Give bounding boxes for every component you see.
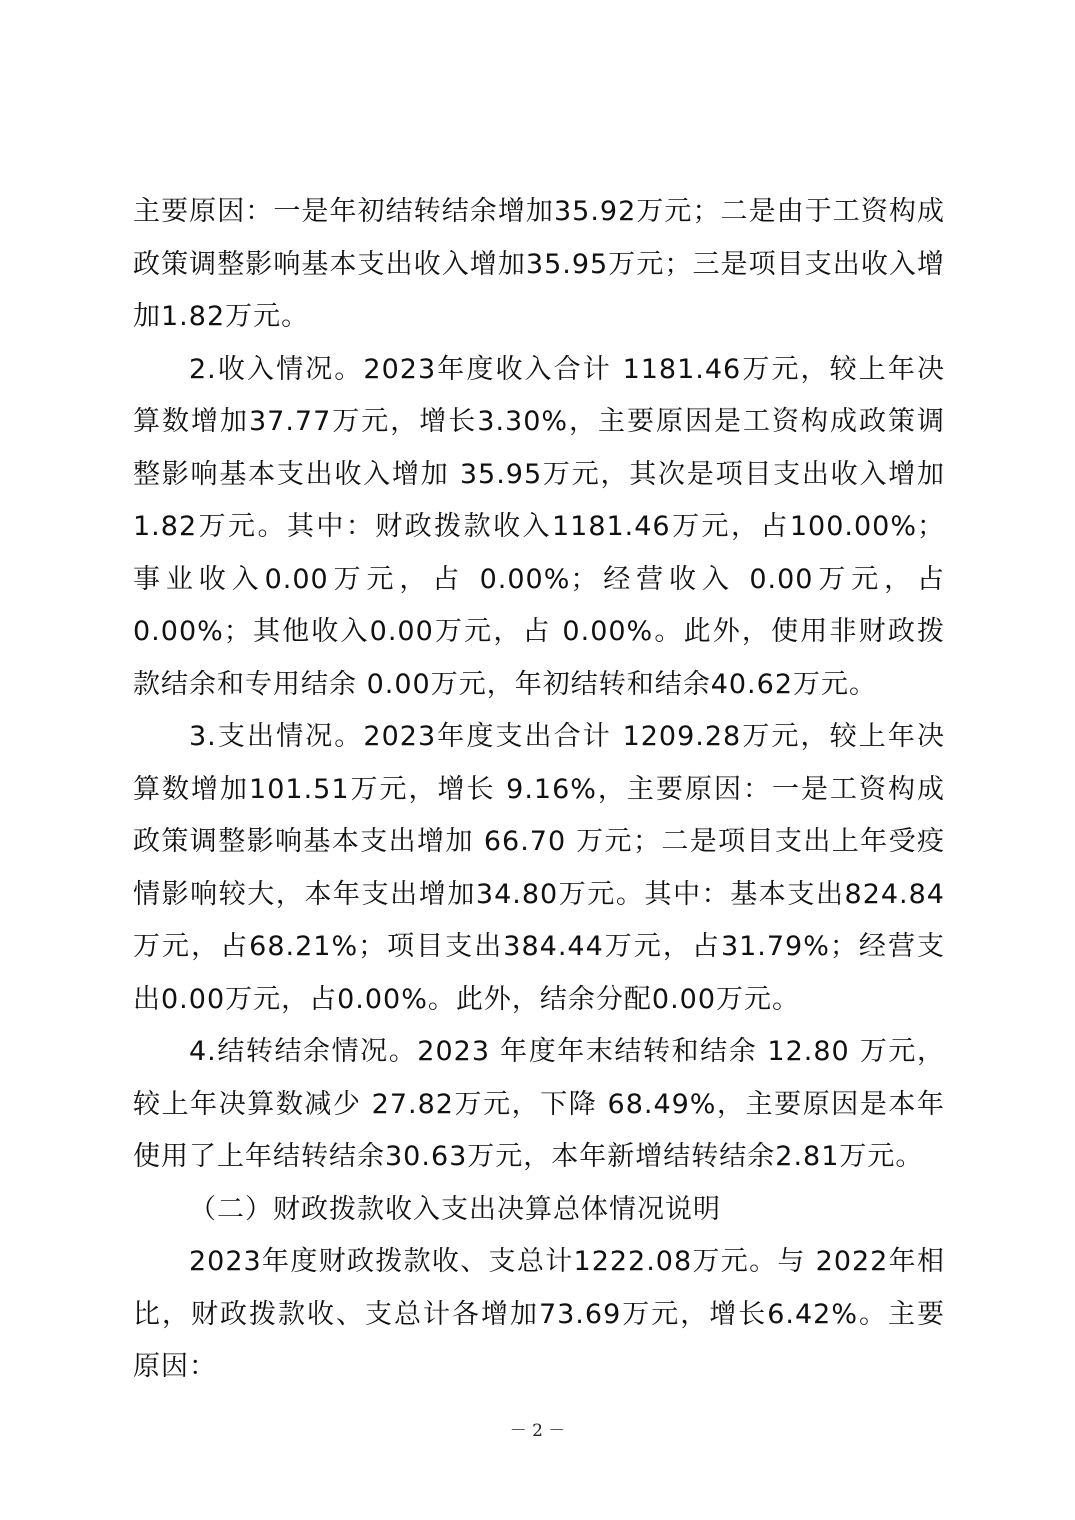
paragraph-main-reasons: 主要原因：一是年初结转结余增加35.92万元；二是由于工资构成政策调整影响基本支出收入增加35.95万元；三是项目支出收入增加1.82万元。 [133, 196, 945, 332]
paragraph-expenditure: 3.支出情况。2023年度支出合计 1209.28万元，较上年决算数增加101.51万元，增长 9.16%，主要原因：一是工资构成政策调整影响基本支出增加 66.70 万元；二是项目支出上年受疫情影响较大，本年支出增加34.80万元。其中：基本支出824.84万元，占68.21%；项目支出384.44万元，占31.79%；经营支出0.00万元，占0.00%。此外，结余分配0.00万元。 [133, 721, 945, 1015]
paragraph-income: 2.收入情况。2023年度收入合计 1181.46万元，较上年决算数增加37.77万元，增长3.30%，主要原因是工资构成政策调整影响基本支出收入增加 35.95万元，其次是项目支出收入增加 1.82万元。其中：财政拨款收入1181.46万元，占100.00%；事业收入0.00万元，占 0.00%；经营收入 0.00万元，占 0.00%；其他收入0.00万元，占 0.00%。此外，使用非财政拨款结余和专用结余 0.00万元，年初结转和结余40.62万元。 [133, 353, 945, 700]
page-number: － 2 － [509, 1421, 566, 1441]
paragraph-carryover: 4.结转结余情况。2023 年度年末结转和结余 12.80 万元，较上年决算数减少 27.82万元，下降 68.49%，主要原因是本年使用了上年结转结余30.63万元，本年新增结转结余2.81万元。 [133, 1036, 945, 1172]
section-heading: （二）财政拨款收入支出决算总体情况说明 [189, 1193, 721, 1225]
document-body [133, 186, 945, 1394]
paragraph-fiscal-summary: 2023年度财政拨款收、支总计1222.08万元。与 2022年相比，财政拨款收、支总计各增加73.69万元，增长6.42%。主要原因： [133, 1246, 945, 1382]
